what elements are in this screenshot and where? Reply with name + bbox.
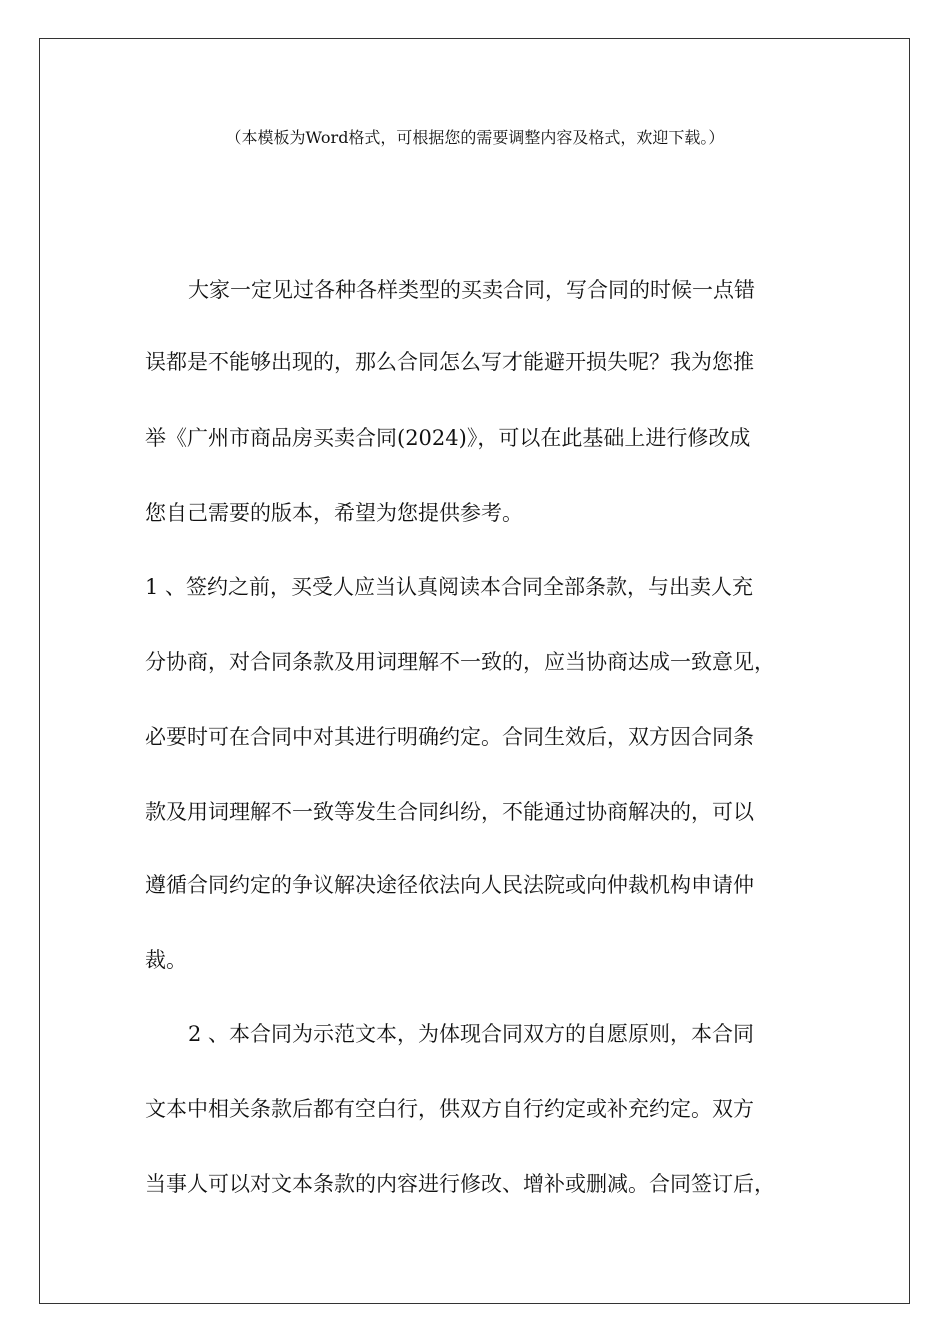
paragraph-line: 大家一定见过各种各样类型的买卖合同，写合同的时候一点错 xyxy=(188,278,755,302)
paragraph-line: 裁。 xyxy=(145,948,187,972)
paragraph-line: 文本中相关条款后都有空白行，供双方自行约定或补充约定。双方 xyxy=(145,1097,754,1121)
paragraph-line: 举《广州市商品房买卖合同(2024)》，可以在此基础上进行修改成 xyxy=(145,426,751,450)
paragraph-line: 当事人可以对文本条款的内容进行修改、增补或删减。合同签订后， xyxy=(145,1172,775,1196)
paragraph-line: 必要时可在合同中对其进行明确约定。合同生效后，双方因合同条 xyxy=(145,725,754,749)
template-note: （本模板为Word格式，可根据您的需要调整内容及格式，欢迎下载。） xyxy=(225,128,725,147)
paragraph-line: 2 、本合同为示范文本，为体现合同双方的自愿原则，本合同 xyxy=(188,1022,755,1046)
paragraph-line: 您自己需要的版本，希望为您提供参考。 xyxy=(145,501,523,525)
paragraph-line: 1 、签约之前，买受人应当认真阅读本合同全部条款，与出卖人充 xyxy=(145,575,754,599)
paragraph-line: 误都是不能够出现的，那么合同怎么写才能避开损失呢？我为您推 xyxy=(145,350,754,374)
paragraph-line: 款及用词理解不一致等发生合同纠纷，不能通过协商解决的，可以 xyxy=(145,800,754,824)
paragraph-line: 分协商，对合同条款及用词理解不一致的，应当协商达成一致意见， xyxy=(145,650,775,674)
paragraph-line: 遵循合同约定的争议解决途径依法向人民法院或向仲裁机构申请仲 xyxy=(145,873,754,897)
